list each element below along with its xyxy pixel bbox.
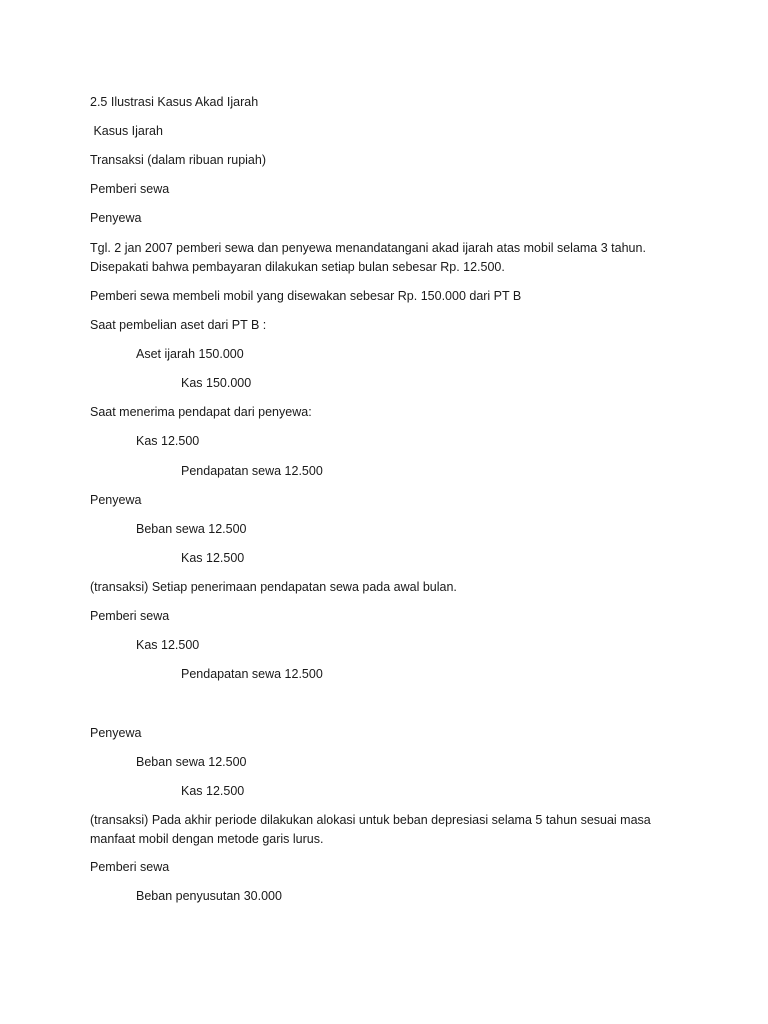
journal-debit-rent-expense: Beban sewa 12.500 — [136, 522, 247, 536]
journal-credit-rental-income: Pendapatan sewa 12.500 — [181, 667, 323, 681]
journal-debit-depreciation-expense: Beban penyusutan 30.000 — [136, 889, 282, 903]
journal-debit-cash: Kas 12.500 — [136, 638, 200, 652]
journal-debit-cash: Kas 12.500 — [136, 434, 200, 448]
lessee-heading: Penyewa — [90, 726, 142, 740]
lessee-heading: Penyewa — [90, 493, 142, 507]
receive-heading: Saat menerima pendapat dari penyewa: — [90, 405, 312, 419]
monthly-transaction-note: (transaksi) Setiap penerimaan pendapatan sewa pada awal bulan. — [90, 580, 457, 594]
party-lessor-label: Pemberi sewa — [90, 182, 170, 196]
journal-debit-rent-expense: Beban sewa 12.500 — [136, 755, 247, 769]
section-heading: 2.5 Ilustrasi Kasus Akad Ijarah — [90, 95, 259, 109]
lessor-heading: Pemberi sewa — [90, 609, 170, 623]
case-subheading: Kasus Ijarah — [90, 124, 163, 138]
journal-debit-asset-ijarah: Aset ijarah 150.000 — [136, 347, 244, 361]
journal-credit-cash: Kas 12.500 — [181, 784, 245, 798]
journal-credit-cash: Kas 150.000 — [181, 376, 252, 390]
depreciation-note-line-2: manfaat mobil dengan metode garis lurus. — [90, 832, 324, 846]
lessor-heading: Pemberi sewa — [90, 860, 170, 874]
purchase-statement: Pemberi sewa membeli mobil yang disewakan sebesar Rp. 150.000 dari PT B — [90, 289, 522, 303]
depreciation-note-line-1: (transaksi) Pada akhir periode dilakukan alokasi untuk beban depresiasi selama 5 tahun sesuai masa — [90, 813, 651, 827]
purchase-heading: Saat pembelian aset dari PT B : — [90, 318, 267, 332]
journal-credit-cash: Kas 12.500 — [181, 551, 245, 565]
party-lessee-label: Penyewa — [90, 211, 142, 225]
transaction-note: Transaksi (dalam ribuan rupiah) — [90, 153, 267, 167]
journal-credit-rental-income: Pendapatan sewa 12.500 — [181, 464, 323, 478]
agreement-text-line-1: Tgl. 2 jan 2007 pemberi sewa dan penyewa menandatangani akad ijarah atas mobil selama 3 tahun. — [90, 241, 646, 255]
agreement-text-line-2: Disepakati bahwa pembayaran dilakukan setiap bulan sebesar Rp. 12.500. — [90, 260, 505, 274]
